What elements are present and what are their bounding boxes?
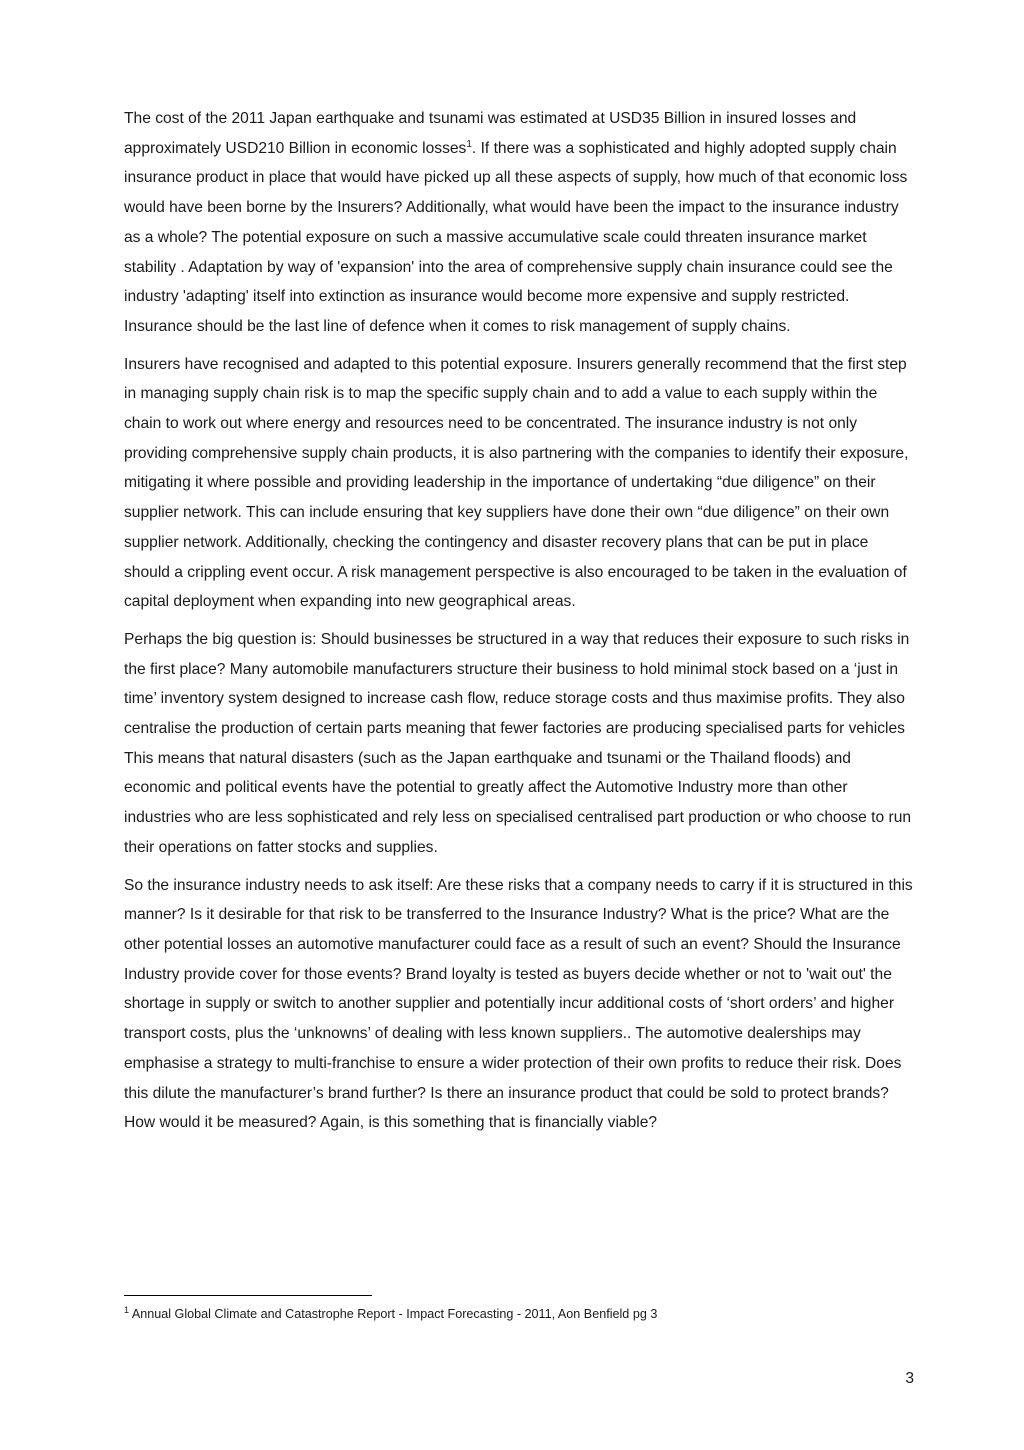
paragraph-1-text-end: . If there was a sophisticated and highly adopted supply chain insurance product in place that would have picked up all these aspects of supply, how much of that economic loss would have been borne by the Insurers? Additionally, what would have been the impact to the insurance industry as a whole? The potential exposure on such a massive accumulative scale could threaten insurance market stability . Adaptation by way of 'expansion' into the area of comprehensive supply chain insurance could see the industry 'adapting' itself into extinction as insurance would become more expensive and supply restricted. Insurance should be the last line of defence when it comes to risk management of supply chains. [124, 139, 908, 335]
paragraph-4: So the insurance industry needs to ask itself: Are these risks that a company needs to carry if it is structured in this manner? Is it desirable for that risk to be transferred to the Insurance Industry? What is the price? What are the other potential losses an automotive manufacturer could face as a result of such an event? Should the Insurance Industry provide cover for those events? Brand loyalty is tested as buyers decide whether or not to 'wait out' the shortage in supply or switch to another supplier and potentially incur additional costs of ‘short orders’ and higher transport costs, plus the ‘unknowns’ of dealing with less known suppliers.. The automotive dealerships may emphasise a strategy to multi-franchise to ensure a wider protection of their own profits to reduce their risk. Does this dilute the manufacturer’s brand further? Is there an insurance product that could be sold to protect brands? How would it be measured? Again, is this something that is financially viable? [124, 876, 913, 1132]
footnote-text: Annual Global Climate and Catastrophe Report - Impact Forecasting - 2011, Aon Benfield pg 3 [129, 1307, 658, 1321]
footnote-marker: 1 [124, 1304, 130, 1315]
paragraph-1-text-start: The cost of the 2011 Japan earthquake and tsunami was estimated at USD35 Billion in insured losses and approximately USD210 Billion in economic losses [124, 110, 857, 157]
paragraph-3: Perhaps the big question is: Should businesses be structured in a way that reduces their exposure to such risks in the first place? Many automobile manufacturers structure their business to hold minimal stock based on a ‘just in time’ inventory system designed to increase cash flow, reduce storage costs and thus maximise profits. They also centralise the production of certain parts meaning that fewer factories are producing specialised parts for vehicles This means that natural disasters (such as the Japan earthquake and tsunami or the Thailand floods) and economic and political events have the potential to greatly affect the Automotive Industry more than other industries who are less sophisticated and rely less on specialised centralised part production or who choose to run their operations on fatter stocks and supplies. [124, 630, 912, 856]
footnote-reference: 1 [466, 138, 472, 150]
body-text [124, 104, 914, 1146]
page-number: 3 [905, 1370, 914, 1387]
footnote-separator [124, 1295, 372, 1296]
paragraph-2: Insurers have recognised and adapted to this potential exposure. Insurers generally recommend that the first step in managing supply chain risk is to map the specific supply chain and to add a value to each supply within the chain to work out where energy and resources need to be concentrated. The insurance industry is not only providing comprehensive supply chain products, it is also partnering with the companies to identify their exposure, mitigating it where possible and providing leadership in the importance of undertaking “due diligence” on their supplier network. This can include ensuring that key suppliers have done their own “due diligence” on their own supplier network. Additionally, checking the contingency and disaster recovery plans that can be put in place should a crippling event occur. A risk management perspective is also encouraged to be taken in the evaluation of capital deployment when expanding into new geographical areas. [124, 355, 909, 611]
footnote [124, 1305, 914, 1323]
paragraph-1 [124, 104, 914, 342]
